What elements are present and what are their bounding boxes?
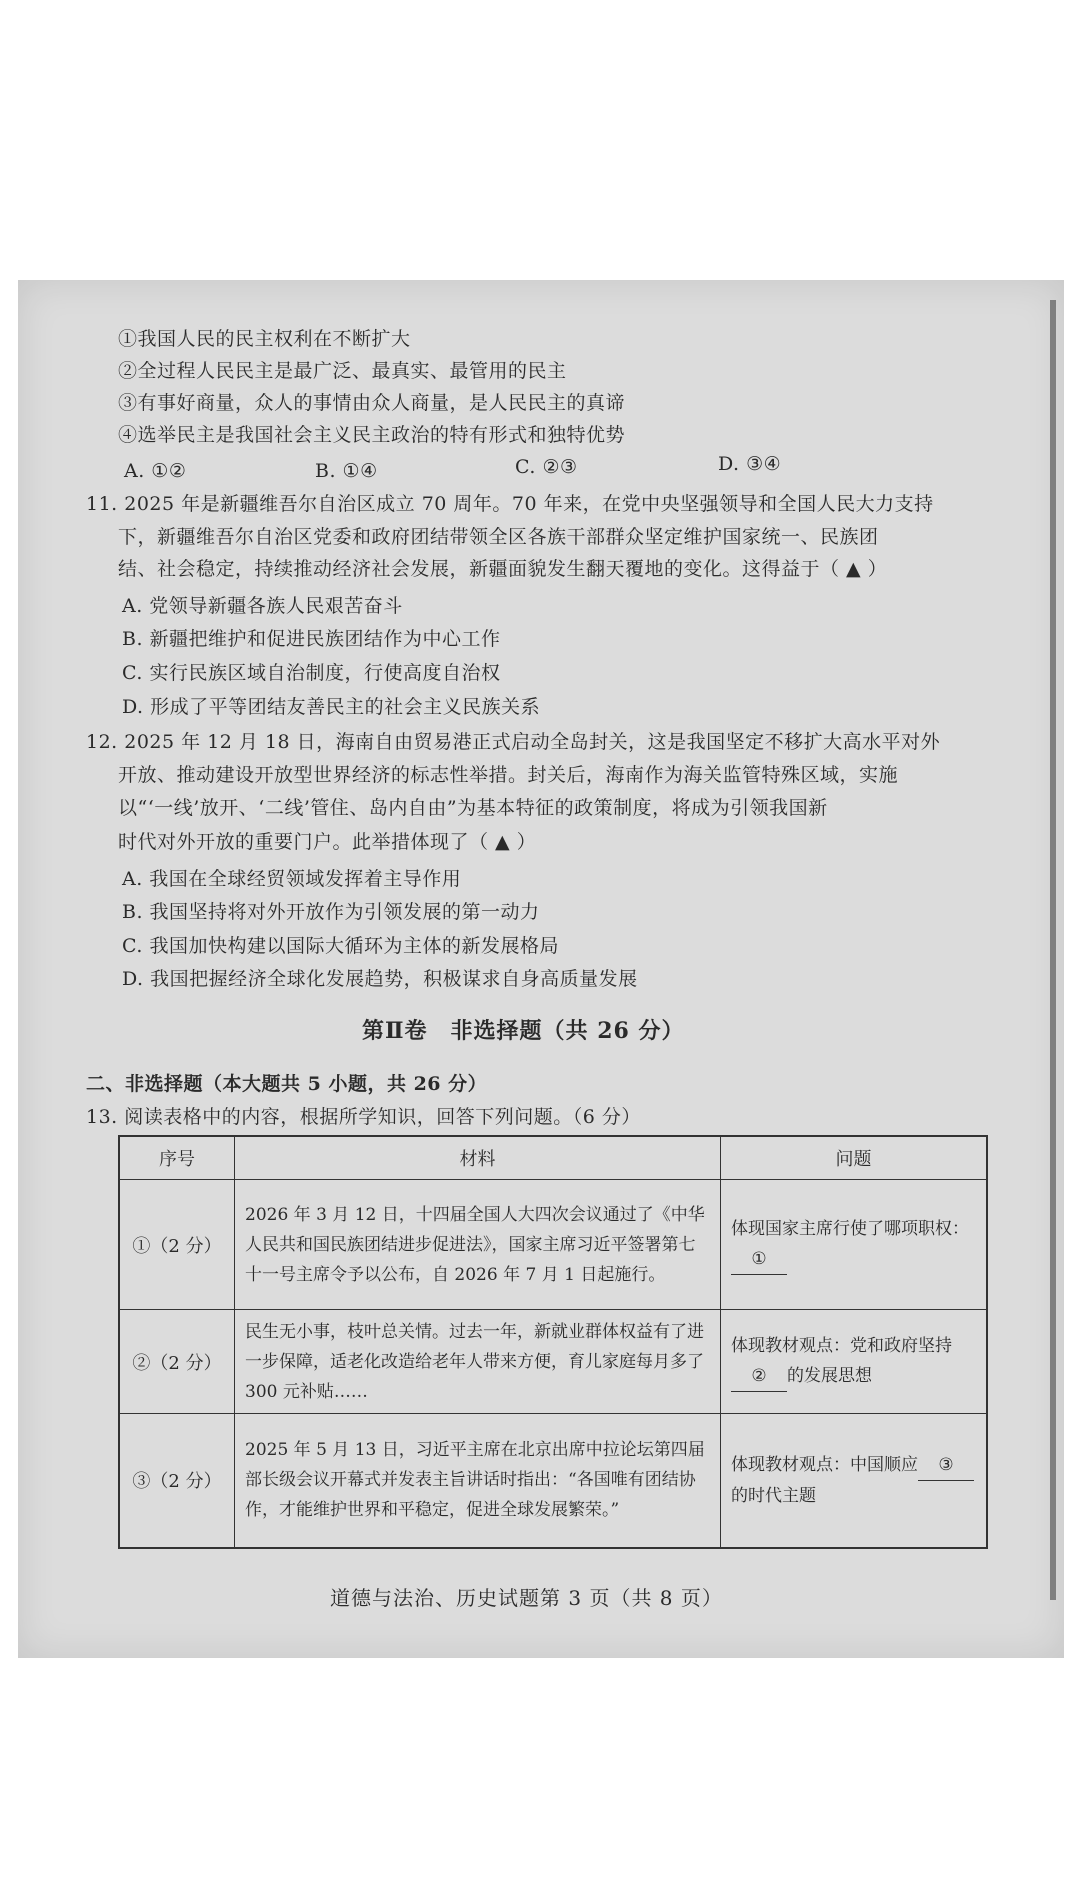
q13-stem: 13. 阅读表格中的内容，根据所学知识，回答下列问题。（6 分） xyxy=(86,1106,641,1128)
q12-option-a: A. 我国在全球经贸领域发挥着主导作用 xyxy=(122,868,462,890)
question-text: 体现国家主席行使了哪项职权： xyxy=(731,1219,969,1239)
row-material: 2026 年 3 月 12 日，十四届全国人大四次会议通过了《中华人民共和国民族团结进步促进法》，国家主席习近平签署第七十一号主席令予以公布，自 2026 年 7 月 1 日起施行。 xyxy=(235,1180,721,1310)
q12-option-d: D. 我国把握经济全球化发展趋势，积极谋求自身高质量发展 xyxy=(122,968,638,990)
q10-statement-4: ④选举民主是我国社会主义民主政治的特有形式和独特优势 xyxy=(118,424,626,446)
q12-option-b: B. 我国坚持将对外开放作为引领发展的第一动力 xyxy=(122,901,540,923)
q12-stem-line4: 时代对外开放的重要门户。此举措体现了（ ▲ ） xyxy=(118,831,537,853)
table-row xyxy=(119,1310,987,1414)
q12-option-c: C. 我国加快构建以国际大循环为主体的新发展格局 xyxy=(122,935,559,957)
q10-option-a: A. ①② xyxy=(124,460,187,482)
header-no: 序号 xyxy=(119,1136,235,1180)
q11-stem-line3: 结、社会稳定，持续推动经济社会发展，新疆面貌发生翻天覆地的变化。这得益于（ ▲ ） xyxy=(118,558,888,580)
row-material: 民生无小事，枝叶总关情。过去一年，新就业群体权益有了进一步保障，适老化改造给老年人带来方便，育儿家庭每月多了 300 元补贴…… xyxy=(235,1310,721,1414)
row-no: ①（2 分） xyxy=(119,1180,235,1310)
section2-heading: 二、非选择题（本大题共 5 小题，共 26 分） xyxy=(86,1073,488,1095)
q12-stem-line1: 12. 2025 年 12 月 18 日，海南自由贸易港正式启动全岛封关，这是我国坚定不移扩大高水平对外 xyxy=(86,731,941,753)
row-question xyxy=(721,1180,988,1310)
q10-statement-1: ①我国人民的民主权利在不断扩大 xyxy=(118,328,411,350)
row-no: ③（2 分） xyxy=(119,1414,235,1548)
q11-option-c: C. 实行民族区域自治制度，行使高度自治权 xyxy=(122,662,501,684)
q12-stem-line2: 开放、推动建设开放型世界经济的标志性举措。封关后，海南作为海关监管特殊区域，实施 xyxy=(118,764,899,786)
page-footer: 道德与法治、历史试题第 3 页（共 8 页） xyxy=(330,1586,723,1610)
q10-option-b: B. ①④ xyxy=(315,460,378,482)
q10-statement-3: ③有事好商量，众人的事情由众人商量，是人民民主的真谛 xyxy=(118,392,626,414)
row-question xyxy=(721,1414,988,1548)
part2-title: 第Ⅱ卷 非选择题（共 26 分） xyxy=(362,1018,685,1044)
table-row xyxy=(119,1180,987,1310)
q13-table-header xyxy=(119,1136,987,1180)
row-no: ②（2 分） xyxy=(119,1310,235,1414)
q10-option-c: C. ②③ xyxy=(515,456,578,478)
question-text: 体现教材观点：中国顺应 xyxy=(731,1454,918,1475)
q12-stem-line3: 以“‘一线’放开、‘二线’管住、岛内自由”为基本特征的政策制度，将成为引领我国新 xyxy=(118,797,828,819)
q11-stem-line1: 11. 2025 年是新疆维吾尔自治区成立 70 周年。70 年来，在党中央坚强领导和全国人民大力支持 xyxy=(86,493,934,515)
question-text: 体现教材观点：党和政府坚持 xyxy=(731,1336,952,1356)
header-material: 材料 xyxy=(235,1136,721,1180)
page-edge-shadow xyxy=(1050,300,1056,1600)
q11-stem-line2: 下，新疆维吾尔自治区党委和政府团结带领全区各族干部群众坚定维护国家统一、民族团 xyxy=(118,526,879,548)
q10-statement-2: ②全过程人民民主是最广泛、最真实、最管用的民主 xyxy=(118,360,567,382)
row-question xyxy=(721,1310,988,1414)
question-after: 的发展思想 xyxy=(787,1366,872,1386)
header-question: 问题 xyxy=(721,1136,988,1180)
answer-blank[interactable]: ③ xyxy=(918,1450,974,1481)
question-after: 的时代主题 xyxy=(731,1485,816,1506)
q11-option-d: D. 形成了平等团结友善民主的社会主义民族关系 xyxy=(122,696,541,718)
answer-blank[interactable]: ② xyxy=(731,1361,787,1392)
row-material: 2025 年 5 月 13 日，习近平主席在北京出席中拉论坛第四届部长级会议开幕式并发表主旨讲话时指出：“各国唯有团结协作，才能维护世界和平稳定，促进全球发展繁荣。” xyxy=(235,1414,721,1548)
table-row xyxy=(119,1414,987,1548)
q10-option-d: D. ③④ xyxy=(718,453,782,475)
answer-blank[interactable]: ① xyxy=(731,1244,787,1275)
q11-option-b: B. 新疆把维护和促进民族团结作为中心工作 xyxy=(122,628,501,650)
q11-option-a: A. 党领导新疆各族人民艰苦奋斗 xyxy=(122,595,403,617)
q13-table xyxy=(118,1135,988,1549)
